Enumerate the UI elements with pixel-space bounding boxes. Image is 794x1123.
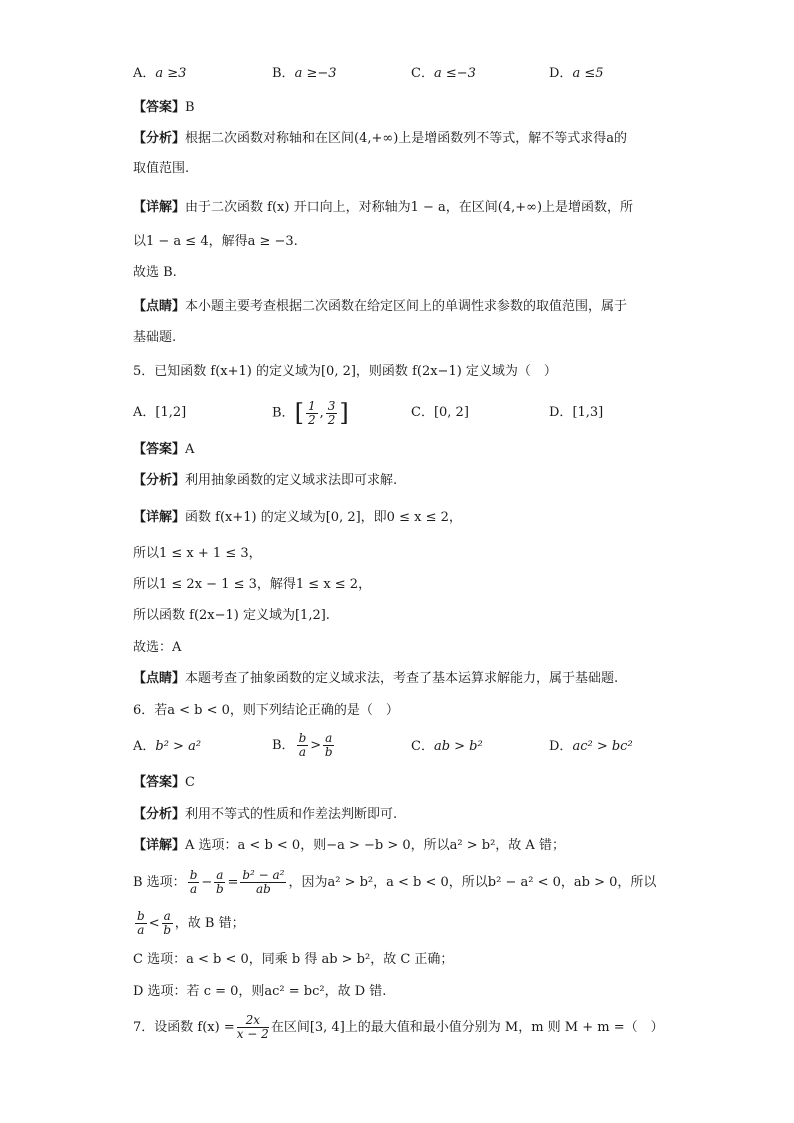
q5-analysis: 【分析】利用抽象函数的定义域求法即可求解. bbox=[133, 473, 398, 488]
q6-detail-a: 【详解】A 选项：a < b < 0，则−a > −b > 0，所以a² > b²，故 A 错； bbox=[133, 838, 565, 853]
q6-detail-c: C 选项：a < b < 0，同乘 b 得 ab > b²，故 C 正确； bbox=[133, 952, 454, 967]
q5-choose: 故选：A bbox=[133, 640, 182, 655]
q6-option-c: C．ab > b² bbox=[411, 739, 483, 754]
q4-option-b: B．a ≥−3 bbox=[272, 66, 337, 81]
q4-analysis: 【分析】根据二次函数对称轴和在区间(4,+∞)上是增函数列不等式，解不等式求得a的 bbox=[133, 131, 628, 146]
q4-comment: 【点睛】本小题主要考查根据二次函数在给定区间上的单调性求参数的取值范围，属于 bbox=[133, 299, 628, 314]
q4-option-c: C．a ≤−3 bbox=[411, 66, 476, 81]
q6-option-d: D．ac² > bc² bbox=[549, 739, 633, 754]
q4-option-a: A．a ≥3 bbox=[133, 66, 187, 81]
q6-detail-b: B 选项： $\frac{b}{a}$ − $\frac{a}{b}$ = $\frac{\text{b² − a²}}{ab}$ ，因为a² > b²，a < b < 0，所以b² − a² < 0，ab > 0，所以 bbox=[133, 868, 657, 896]
q6-option-b: B． $\frac{b}{a}$ > $\frac{a}{b}$ bbox=[272, 731, 333, 759]
q5-answer: 【答案】A bbox=[133, 442, 195, 457]
q4-analysis-cont: 取值范围. bbox=[133, 161, 190, 176]
q5-detail-3: 所以1 ≤ 2x − 1 ≤ 3，解得1 ≤ x ≤ 2， bbox=[133, 577, 372, 592]
q5-option-d: D．[1,3] bbox=[549, 405, 604, 420]
q4-choose: 故选 B. bbox=[133, 265, 177, 280]
q6-answer: 【答案】C bbox=[133, 775, 195, 790]
q6-detail-d: D 选项：若 c = 0，则ac² = bc²，故 D 错. bbox=[133, 984, 387, 999]
q5-option-c: C．[0, 2] bbox=[411, 405, 469, 420]
q6-stem: 6．若a < b < 0，则下列结论正确的是（ ） bbox=[133, 703, 399, 718]
q6-analysis: 【分析】利用不等式的性质和作差法判断即可. bbox=[133, 807, 398, 822]
q5-comment: 【点睛】本题考查了抽象函数的定义域求法，考查了基本运算求解能力，属于基础题. bbox=[133, 671, 619, 686]
q4-detail-cont: 以1 − a ≤ 4，解得a ≥ −3. bbox=[133, 234, 298, 249]
q4-answer: 【答案】B bbox=[133, 100, 195, 115]
q4-detail: 【详解】由于二次函数 f(x) 开口向上，对称轴为1 − a，在区间(4,+∞)上是增函数，所 bbox=[133, 200, 634, 215]
q5-detail-4: 所以函数 f(2x−1) 定义域为[1,2]. bbox=[133, 608, 330, 623]
q5-stem: 5．已知函数 f(x+1) 的定义域为[0, 2]，则函数 f(2x−1) 定义域为（ ） bbox=[133, 364, 557, 379]
q6-detail-b-cont: $\frac{b}{a}$ < $\frac{a}{b}$ ，故 B 错； bbox=[137, 909, 245, 937]
q5-option-b: B．[ $\frac{1}{2}$ , $\frac{3}{2}$ ] bbox=[272, 398, 349, 427]
q5-detail: 【详解】函数 f(x+1) 的定义域为[0, 2]，即0 ≤ x ≤ 2， bbox=[133, 510, 462, 525]
q4-comment-cont: 基础题. bbox=[133, 330, 177, 345]
q5-option-a: A．[1,2] bbox=[133, 405, 187, 420]
q6-option-a: A．b² > a² bbox=[133, 739, 202, 754]
q5-detail-2: 所以1 ≤ x + 1 ≤ 3， bbox=[133, 546, 262, 561]
q7-stem: 7．设函数 f(x) = $\frac{2x}{x - 2}$ 在区间[3, 4]上的最大值和最小值分别为 M，m 则 M + m =（ ） bbox=[133, 1013, 664, 1041]
q4-option-d: D．a ≤5 bbox=[549, 66, 604, 81]
